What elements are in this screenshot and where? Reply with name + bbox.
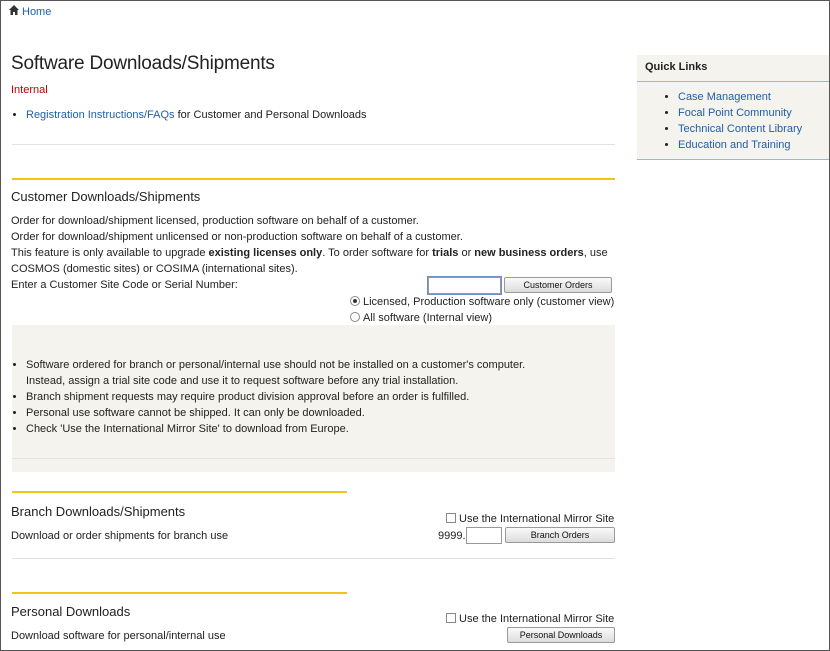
checkbox-icon[interactable] — [446, 513, 456, 523]
list-item — [678, 121, 802, 137]
personal-mirror-label: Use the International Mirror Site — [459, 613, 615, 625]
section-rule — [12, 592, 347, 594]
notes-box — [12, 325, 615, 472]
branch-description: Download or order shipments for branch use — [11, 530, 229, 542]
branch-orders-button[interactable]: Branch Orders — [505, 527, 615, 543]
list-item — [26, 107, 367, 123]
radio-licensed-option[interactable] — [350, 296, 614, 308]
quick-links-panel — [637, 55, 829, 160]
divider — [12, 458, 615, 459]
branch-heading: Branch Downloads/Shipments — [11, 504, 186, 519]
divider — [12, 558, 615, 559]
registration-link[interactable]: Registration Instructions/FAQs — [26, 109, 175, 121]
note-item: • Branch shipment requests may require product division approval before an order is fulfilled. — [26, 389, 525, 405]
note-item-continued: Instead, assign a trial site code and use it to request software before any trial installation. — [26, 375, 459, 387]
branch-code-input[interactable] — [466, 527, 502, 544]
section-rule — [12, 491, 347, 493]
quick-links-title: Quick Links — [645, 61, 708, 73]
divider — [637, 81, 829, 82]
customer-heading: Customer Downloads/Shipments — [11, 189, 201, 204]
note-item: • Software ordered for branch or personal/internal use should not be installed on a customer's computer. — [26, 357, 525, 373]
registration-suffix: for Customer and Personal Downloads — [174, 109, 367, 121]
internal-label: Internal — [11, 84, 48, 96]
section-rule — [12, 178, 615, 180]
customer-line-2: Order for download/shipment unlicensed or non-production software on behalf of a customer. — [11, 231, 463, 243]
divider — [12, 144, 615, 145]
radio-selected-icon[interactable] — [350, 296, 360, 306]
quick-link-education[interactable]: Education and Training — [678, 139, 791, 151]
personal-mirror-option[interactable] — [446, 613, 614, 625]
customer-line-3: This feature is only available to upgrade existing licenses only. To order software for trials or new business orders, use — [11, 247, 608, 259]
personal-heading: Personal Downloads — [11, 604, 131, 619]
list-item — [678, 89, 802, 105]
list-item — [678, 105, 802, 121]
customer-line-1: Order for download/shipment licensed, production software on behalf of a customer. — [11, 215, 419, 227]
branch-prefix: 9999. — [438, 530, 466, 542]
checkbox-icon[interactable] — [446, 613, 456, 623]
home-link[interactable] — [8, 4, 51, 19]
personal-description: Download software for personal/internal use — [11, 630, 226, 642]
branch-mirror-label: Use the International Mirror Site — [459, 513, 615, 525]
home-label: Home — [22, 5, 52, 18]
customer-orders-button[interactable]: Customer Orders — [504, 277, 612, 293]
radio-all-software-label: All software (Internal view) — [363, 312, 492, 324]
customer-line-4: COSMOS (domestic sites) or COSIMA (international sites). — [11, 263, 298, 275]
radio-all-software-option[interactable] — [350, 312, 492, 324]
site-code-input[interactable] — [428, 277, 501, 294]
note-item: • Personal use software cannot be shipped. It can only be downloaded. — [26, 405, 525, 421]
note-item: • Check 'Use the International Mirror Site' to download from Europe. — [26, 421, 525, 437]
site-code-label: Enter a Customer Site Code or Serial Number: — [11, 279, 238, 291]
radio-icon[interactable] — [350, 312, 360, 322]
list-item — [678, 137, 802, 153]
page-title: Software Downloads/Shipments — [11, 53, 275, 74]
quick-link-case-management[interactable]: Case Management — [678, 91, 771, 103]
quick-link-focal-point[interactable]: Focal Point Community — [678, 107, 792, 119]
personal-downloads-button[interactable]: Personal Downloads — [507, 627, 615, 643]
home-icon — [8, 4, 20, 19]
radio-licensed-label: Licensed, Production software only (customer view) — [363, 296, 615, 308]
quick-link-technical-content[interactable]: Technical Content Library — [678, 123, 803, 135]
registration-list — [11, 107, 367, 123]
branch-mirror-option[interactable] — [446, 513, 614, 525]
